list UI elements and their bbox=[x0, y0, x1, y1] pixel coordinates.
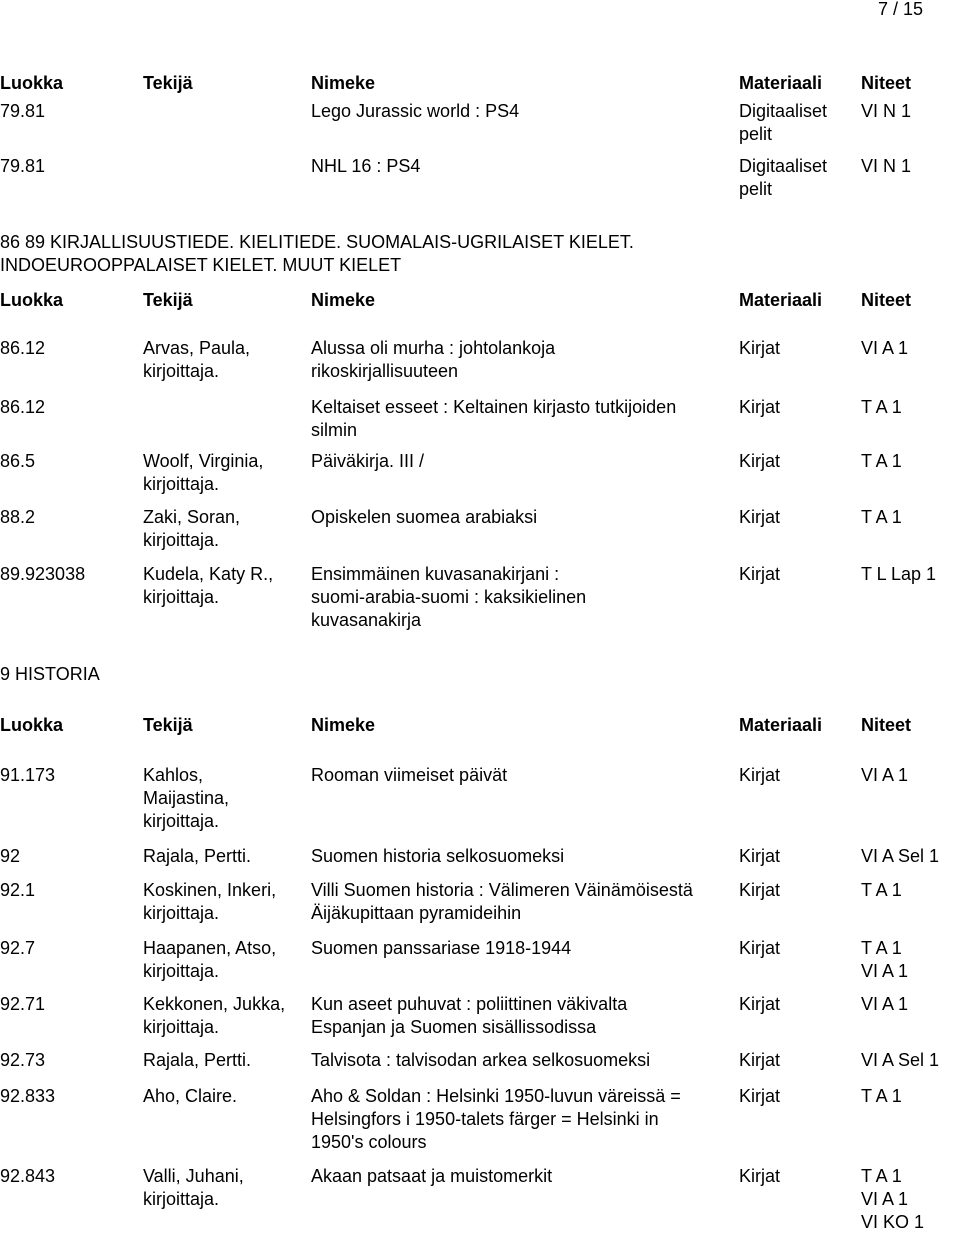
text-line: Kirjat bbox=[739, 1086, 781, 1106]
text-line: pelit bbox=[739, 124, 773, 144]
classification-cell: 92.73 bbox=[0, 1050, 46, 1070]
text-line: Arvas, Paula, bbox=[143, 338, 251, 358]
text-line: pelit bbox=[739, 179, 773, 199]
text-line: Päiväkirja. III / bbox=[311, 451, 425, 471]
classification-cell: 92.833 bbox=[0, 1086, 56, 1106]
text-line: Aho & Soldan : Helsinki 1950-luvun väreissä = bbox=[311, 1086, 681, 1106]
text-line: T A 1 bbox=[861, 1086, 902, 1106]
section-heading bbox=[0, 663, 900, 686]
text-line: Maijastina, bbox=[143, 788, 230, 808]
title-cell bbox=[311, 100, 519, 123]
text-line: Zaki, Soran, bbox=[143, 507, 241, 527]
text-line: Suomen panssariase 1918-1944 bbox=[311, 938, 572, 958]
text-line: Äijäkupittaan pyramideihin bbox=[311, 903, 522, 923]
title-cell bbox=[311, 337, 555, 383]
text-line: Akaan patsaat ja muistomerkit bbox=[311, 1166, 553, 1186]
column-header: Luokka bbox=[0, 73, 64, 93]
copies-cell bbox=[861, 396, 902, 419]
title-cell bbox=[311, 450, 424, 473]
text-line: Villi Suomen historia : Välimeren Väinämöisestä bbox=[311, 880, 693, 900]
material-cell bbox=[739, 396, 780, 419]
column-header: Tekijä bbox=[143, 290, 193, 310]
author-cell bbox=[143, 450, 263, 496]
text-line: VI A Sel 1 bbox=[861, 846, 940, 866]
text-line: Digitaaliset bbox=[739, 101, 828, 121]
material-cell bbox=[739, 1165, 780, 1188]
text-line: Keltaiset esseet : Keltainen kirjasto tutkijoiden bbox=[311, 397, 677, 417]
copies-cell bbox=[861, 937, 908, 983]
text-line: silmin bbox=[311, 420, 358, 440]
copies-cell bbox=[861, 845, 939, 868]
author-cell bbox=[143, 1085, 237, 1108]
material-cell bbox=[739, 155, 827, 201]
classification-cell: 89.923038 bbox=[0, 564, 86, 584]
author-cell bbox=[143, 1165, 244, 1211]
text-line: kirjoittaja. bbox=[143, 903, 220, 923]
text-line: VI A 1 bbox=[861, 1189, 909, 1209]
title-cell bbox=[311, 845, 564, 868]
text-line: kirjoittaja. bbox=[143, 811, 220, 831]
material-cell bbox=[739, 100, 827, 146]
title-cell bbox=[311, 993, 627, 1039]
text-line: Rajala, Pertti. bbox=[143, 1050, 252, 1070]
material-cell bbox=[739, 563, 780, 586]
text-line: Talvisota : talvisodan arkea selkosuomeksi bbox=[311, 1050, 651, 1070]
material-cell bbox=[739, 879, 780, 902]
classification-cell: 92.7 bbox=[0, 938, 36, 958]
text-line: 9 HISTORIA bbox=[0, 664, 100, 684]
column-header: Materiaali bbox=[739, 290, 823, 310]
text-line: kuvasanakirja bbox=[311, 610, 422, 630]
material-cell bbox=[739, 845, 780, 868]
section-heading bbox=[0, 231, 900, 277]
page-number: 7 / 15 bbox=[877, 0, 923, 19]
title-cell bbox=[311, 563, 586, 632]
title-cell bbox=[311, 937, 571, 960]
author-cell bbox=[143, 1049, 251, 1072]
text-line: Kirjat bbox=[739, 994, 781, 1014]
text-line: Alussa oli murha : johtolankoja bbox=[311, 338, 556, 358]
column-header: Nimeke bbox=[311, 290, 376, 310]
title-cell bbox=[311, 1165, 552, 1188]
copies-cell bbox=[861, 563, 936, 586]
text-line: VI A 1 bbox=[861, 338, 909, 358]
text-line: VI A 1 bbox=[861, 994, 909, 1014]
classification-cell: 91.173 bbox=[0, 765, 56, 785]
material-cell bbox=[739, 1049, 780, 1072]
author-cell bbox=[143, 563, 273, 609]
copies-cell bbox=[861, 100, 911, 123]
text-line: NHL 16 : PS4 bbox=[311, 156, 421, 176]
text-line: kirjoittaja. bbox=[143, 474, 220, 494]
text-line: kirjoittaja. bbox=[143, 530, 220, 550]
text-line: Woolf, Virginia, bbox=[143, 451, 264, 471]
title-cell bbox=[311, 396, 676, 442]
text-line: 1950's colours bbox=[311, 1132, 427, 1152]
text-line: rikoskirjallisuuteen bbox=[311, 361, 459, 381]
text-line: Kirjat bbox=[739, 846, 781, 866]
text-line: Kekkonen, Jukka, bbox=[143, 994, 286, 1014]
text-line: Kirjat bbox=[739, 564, 781, 584]
text-line: Kirjat bbox=[739, 880, 781, 900]
author-cell bbox=[143, 337, 250, 383]
text-line: VI A Sel 1 bbox=[861, 1050, 940, 1070]
title-cell bbox=[311, 155, 420, 178]
text-line: kirjoittaja. bbox=[143, 1017, 220, 1037]
text-line: Kirjat bbox=[739, 507, 781, 527]
text-line: Kun aseet puhuvat : poliittinen väkivalta bbox=[311, 994, 628, 1014]
text-line: Lego Jurassic world : PS4 bbox=[311, 101, 520, 121]
column-header: Tekijä bbox=[143, 715, 193, 735]
column-header: Niteet bbox=[861, 73, 912, 93]
copies-cell bbox=[861, 1085, 902, 1108]
text-line: VI N 1 bbox=[861, 101, 912, 121]
text-line: INDOEUROOPPALAISET KIELET. MUUT KIELET bbox=[0, 255, 402, 275]
classification-cell: 92.843 bbox=[0, 1166, 56, 1186]
text-line: Kirjat bbox=[739, 938, 781, 958]
text-line: kirjoittaja. bbox=[143, 361, 220, 381]
author-cell bbox=[143, 764, 229, 833]
material-cell bbox=[739, 1085, 780, 1108]
classification-cell: 86.12 bbox=[0, 338, 46, 358]
title-cell bbox=[311, 1085, 681, 1154]
classification-cell: 79.81 bbox=[0, 156, 46, 176]
text-line: kirjoittaja. bbox=[143, 961, 220, 981]
text-line: Digitaaliset bbox=[739, 156, 828, 176]
column-header: Niteet bbox=[861, 290, 912, 310]
text-line: Kudela, Katy R., bbox=[143, 564, 274, 584]
text-line: Ensimmäinen kuvasanakirjani : bbox=[311, 564, 560, 584]
material-cell bbox=[739, 937, 780, 960]
column-header: Nimeke bbox=[311, 73, 376, 93]
title-cell bbox=[311, 879, 693, 925]
column-header: Luokka bbox=[0, 290, 64, 310]
text-line: Rooman viimeiset päivät bbox=[311, 765, 508, 785]
text-line: Espanjan ja Suomen sisällissodissa bbox=[311, 1017, 597, 1037]
text-line: VI A 1 bbox=[861, 765, 909, 785]
author-cell bbox=[143, 845, 251, 868]
text-line: Kirjat bbox=[739, 451, 781, 471]
title-cell bbox=[311, 1049, 650, 1072]
text-line: VI KO 1 bbox=[861, 1212, 925, 1232]
classification-cell: 92.1 bbox=[0, 880, 36, 900]
material-cell bbox=[739, 506, 780, 529]
material-cell bbox=[739, 337, 780, 360]
text-line: suomi-arabia-suomi : kaksikielinen bbox=[311, 587, 587, 607]
author-cell bbox=[143, 506, 240, 552]
column-header: Nimeke bbox=[311, 715, 376, 735]
text-line: T A 1 bbox=[861, 1166, 902, 1186]
classification-cell: 86.12 bbox=[0, 397, 46, 417]
title-cell bbox=[311, 764, 507, 787]
classification-cell: 92 bbox=[0, 846, 21, 866]
column-header: Materiaali bbox=[739, 715, 823, 735]
column-header: Materiaali bbox=[739, 73, 823, 93]
text-line: Koskinen, Inkeri, bbox=[143, 880, 277, 900]
material-cell bbox=[739, 764, 780, 787]
text-line: Haapanen, Atso, bbox=[143, 938, 277, 958]
classification-cell: 86.5 bbox=[0, 451, 36, 471]
text-line: T A 1 bbox=[861, 397, 902, 417]
text-line: 86 89 KIRJALLISUUSTIEDE. KIELITIEDE. SUOMALAIS-UGRILAISET KIELET. bbox=[0, 232, 634, 252]
text-line: T A 1 bbox=[861, 938, 902, 958]
text-line: T L Lap 1 bbox=[861, 564, 937, 584]
copies-cell bbox=[861, 506, 902, 529]
column-header: Luokka bbox=[0, 715, 64, 735]
text-line: Aho, Claire. bbox=[143, 1086, 238, 1106]
classification-cell: 79.81 bbox=[0, 101, 46, 121]
copies-cell bbox=[861, 337, 908, 360]
text-line: Kirjat bbox=[739, 397, 781, 417]
text-line: Valli, Juhani, bbox=[143, 1166, 244, 1186]
material-cell bbox=[739, 450, 780, 473]
text-line: Suomen historia selkosuomeksi bbox=[311, 846, 565, 866]
text-line: kirjoittaja. bbox=[143, 587, 220, 607]
copies-cell bbox=[861, 879, 902, 902]
text-line: Kirjat bbox=[739, 338, 781, 358]
text-line: T A 1 bbox=[861, 507, 902, 527]
author-cell bbox=[143, 937, 276, 983]
title-cell bbox=[311, 506, 537, 529]
text-line: Kirjat bbox=[739, 1166, 781, 1186]
copies-cell bbox=[861, 1165, 924, 1234]
text-line: Opiskelen suomea arabiaksi bbox=[311, 507, 538, 527]
text-line: kirjoittaja. bbox=[143, 1189, 220, 1209]
column-header: Tekijä bbox=[143, 73, 193, 93]
text-line: VI N 1 bbox=[861, 156, 912, 176]
column-header: Niteet bbox=[861, 715, 912, 735]
text-line: VI A 1 bbox=[861, 961, 909, 981]
text-line: T A 1 bbox=[861, 451, 902, 471]
copies-cell bbox=[861, 450, 902, 473]
copies-cell bbox=[861, 993, 908, 1016]
text-line: T A 1 bbox=[861, 880, 902, 900]
text-line: Kirjat bbox=[739, 765, 781, 785]
author-cell bbox=[143, 993, 285, 1039]
text-line: Kirjat bbox=[739, 1050, 781, 1070]
copies-cell bbox=[861, 155, 911, 178]
text-line: Helsingfors i 1950-talets färger = Helsinki in bbox=[311, 1109, 659, 1129]
material-cell bbox=[739, 993, 780, 1016]
copies-cell bbox=[861, 1049, 939, 1072]
classification-cell: 88.2 bbox=[0, 507, 36, 527]
text-line: Rajala, Pertti. bbox=[143, 846, 252, 866]
text-line: Kahlos, bbox=[143, 765, 204, 785]
classification-cell: 92.71 bbox=[0, 994, 46, 1014]
copies-cell bbox=[861, 764, 908, 787]
author-cell bbox=[143, 879, 276, 925]
